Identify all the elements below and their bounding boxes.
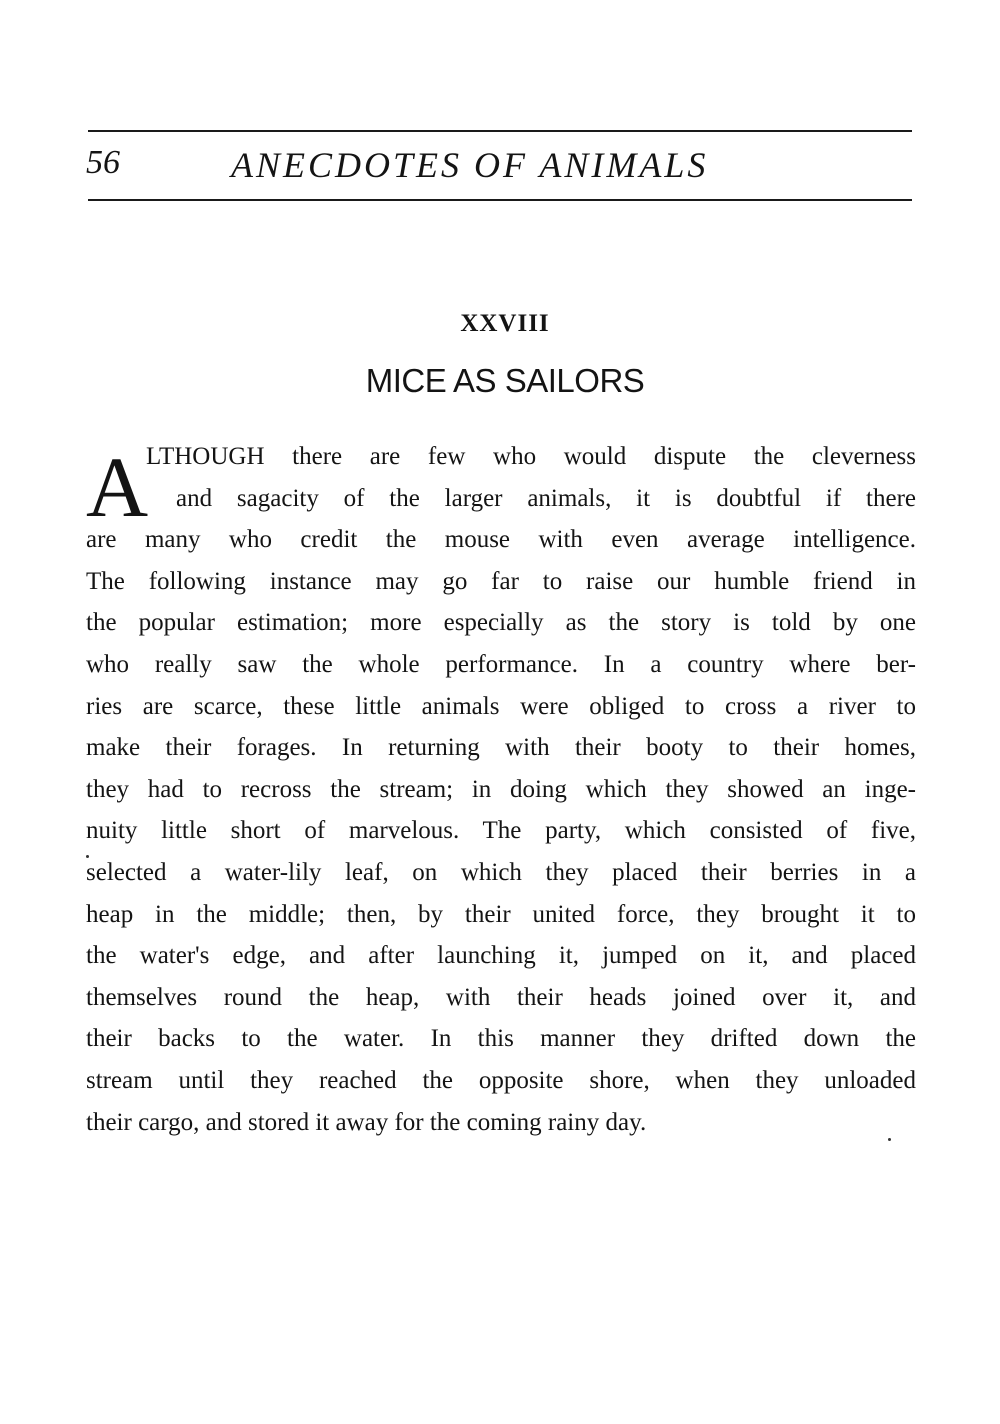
text-line: stream until they reached the opposite shore, when they unloaded <box>86 1066 916 1094</box>
text-line: selected a water-lily leaf, on which they placed their berries in a <box>86 858 916 886</box>
text-line: they had to recross the stream; in doing which they showed an inge- <box>86 775 916 803</box>
chapter-title: MICE AS SAILORS <box>365 362 645 399</box>
text-line: who really saw the whole performance. In a country where ber- <box>86 650 916 678</box>
text-line: nuity little short of marvelous. The party, which consisted of five, <box>86 817 916 845</box>
body-text <box>86 436 916 1143</box>
opening-paragraph <box>86 436 916 535</box>
running-header <box>86 138 916 194</box>
drop-cap: A <box>86 439 149 535</box>
page-number: 56 <box>86 144 120 181</box>
text-line: the popular estimation; more especially as the story is told by one <box>86 609 916 637</box>
text-line: their cargo, and stored it away for the coming rainy day. <box>86 1108 647 1136</box>
header-rule-top <box>88 130 912 132</box>
running-title: ANECDOTES OF ANIMALS <box>231 145 709 185</box>
text-line: make their forages. In returning with their booty to their homes, <box>86 734 916 762</box>
text-line: heap in the middle; then, by their united force, they brought it to <box>86 900 916 928</box>
header-rule-bottom <box>88 199 912 201</box>
text-line: their backs to the water. In this manner they drifted down the <box>86 1025 916 1053</box>
text-line: LTHOUGH there are few who would dispute the cleverness <box>146 443 916 470</box>
text-line: the water's edge, and after launching it, jumped on it, and placed <box>86 942 916 970</box>
chapter-number: XXVIII <box>460 310 550 337</box>
print-speck <box>888 1138 891 1141</box>
print-speck <box>86 855 89 858</box>
text-line: The following instance may go far to raise our humble friend in <box>86 567 916 595</box>
text-line: themselves round the heap, with their heads joined over it, and <box>86 983 916 1011</box>
text-line: and sagacity of the larger animals, it is doubtful if there <box>176 484 916 512</box>
text-line: ries are scarce, these little animals were obliged to cross a river to <box>86 692 916 720</box>
text-line: are many who credit the mouse with even average intelligence. <box>86 526 916 554</box>
